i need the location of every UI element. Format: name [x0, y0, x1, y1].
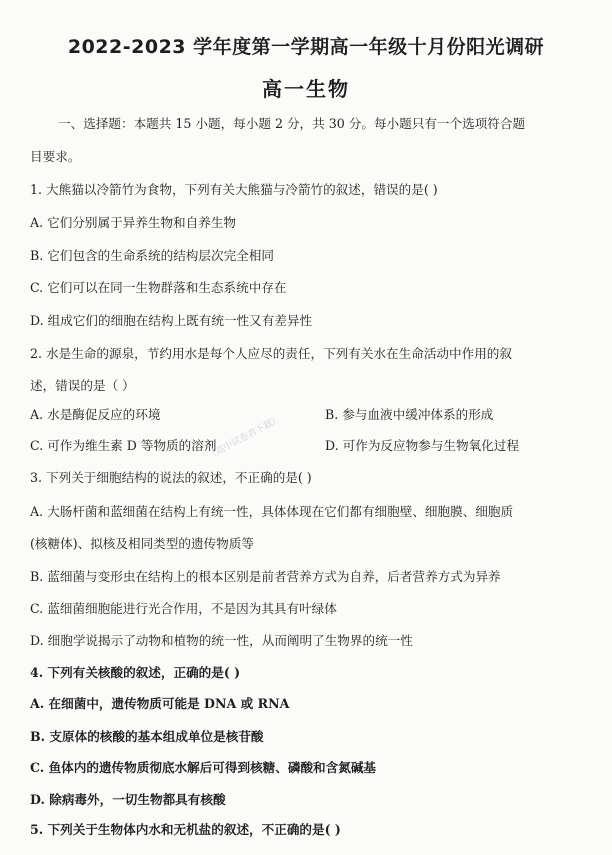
watermark: （高中试卷君下载）: [206, 414, 283, 462]
question-2-option-c: C. 可作为维生素 D 等物质的溶剂: [30, 438, 217, 453]
question-3-option-d: D. 细胞学说揭示了动物和植物的统一性，从而阐明了生物界的统一性: [30, 633, 413, 648]
question-3-option-b: B. 蓝细菌与变形虫在结构上的根本区别是前者营养方式为自养，后者营养方式为异养: [30, 569, 501, 584]
question-2-option-b: B. 参与血液中缓冲体系的形成: [325, 407, 494, 422]
question-1-option-c: C. 它们可以在同一生物群落和生态系统中存在: [30, 280, 287, 295]
question-3-option-a: A. 大肠杆菌和蓝细菌在结构上有统一性，具体体现在它们都有细胞壁、细胞膜、细胞质: [30, 504, 514, 519]
question-3-option-c: C. 蓝细菌细胞能进行光合作用，不是因为其具有叶绿体: [30, 601, 337, 616]
question-2-option-a: A. 水是酶促反应的环境: [30, 407, 161, 422]
question-4-option-b: B. 支原体的核酸的基本组成单位是核苷酸: [30, 729, 264, 744]
question-4-option-c: C. 鱼体内的遗传物质彻底水解后可得到核糖、磷酸和含氮碱基: [30, 760, 377, 775]
question-2-options-row1: [30, 406, 590, 424]
question-5-stem: 5. 下列关于生物体内水和无机盐的叙述，不正确的是( ): [30, 822, 341, 837]
question-1-option-a: A. 它们分别属于异养生物和自养生物: [30, 215, 237, 230]
question-3-option-a-cont: (核糖体)、拟核及相同类型的遗传物质等: [30, 536, 254, 551]
exam-subject: 高一生物: [262, 77, 350, 101]
question-2-option-d: D. 可作为反应物参与生物氧化过程: [325, 438, 519, 453]
question-2-stem-cont: 述，错误的是（ ）: [30, 378, 135, 393]
question-1-option-d: D. 组成它们的细胞在结构上既有统一性又有差异性: [30, 313, 313, 328]
question-2-stem: 2. 水是生命的源泉，节约用水是每个人应尽的责任，下列有关水在生命活动中作用的叙: [30, 346, 512, 361]
question-1-stem: 1. 大熊猫以冷箭竹为食物，下列有关大熊猫与冷箭竹的叙述，错误的是( ): [30, 182, 438, 197]
section-heading: 一、选择题：本题共 15 小题，每小题 2 分，共 30 分。每小题只有一个选项符合题: [58, 116, 526, 131]
question-4-option-a: A. 在细菌中，遗传物质可能是 DNA 或 RNA: [30, 696, 290, 711]
exam-title: 2022-2023 学年度第一学期高一年级十月份阳光调研: [67, 36, 545, 58]
question-2-options-row2: [30, 437, 590, 455]
question-1-option-b: B. 它们包含的生命系统的结构层次完全相同: [30, 248, 274, 263]
section-heading-cont: 目要求。: [30, 149, 81, 164]
question-4-stem: 4. 下列有关核酸的叙述，正确的是( ): [30, 665, 241, 680]
question-4-option-d: D. 除病毒外，一切生物都具有核酸: [30, 792, 226, 807]
question-3-stem: 3. 下列关于细胞结构的说法的叙述，不正确的是( ): [30, 470, 312, 485]
